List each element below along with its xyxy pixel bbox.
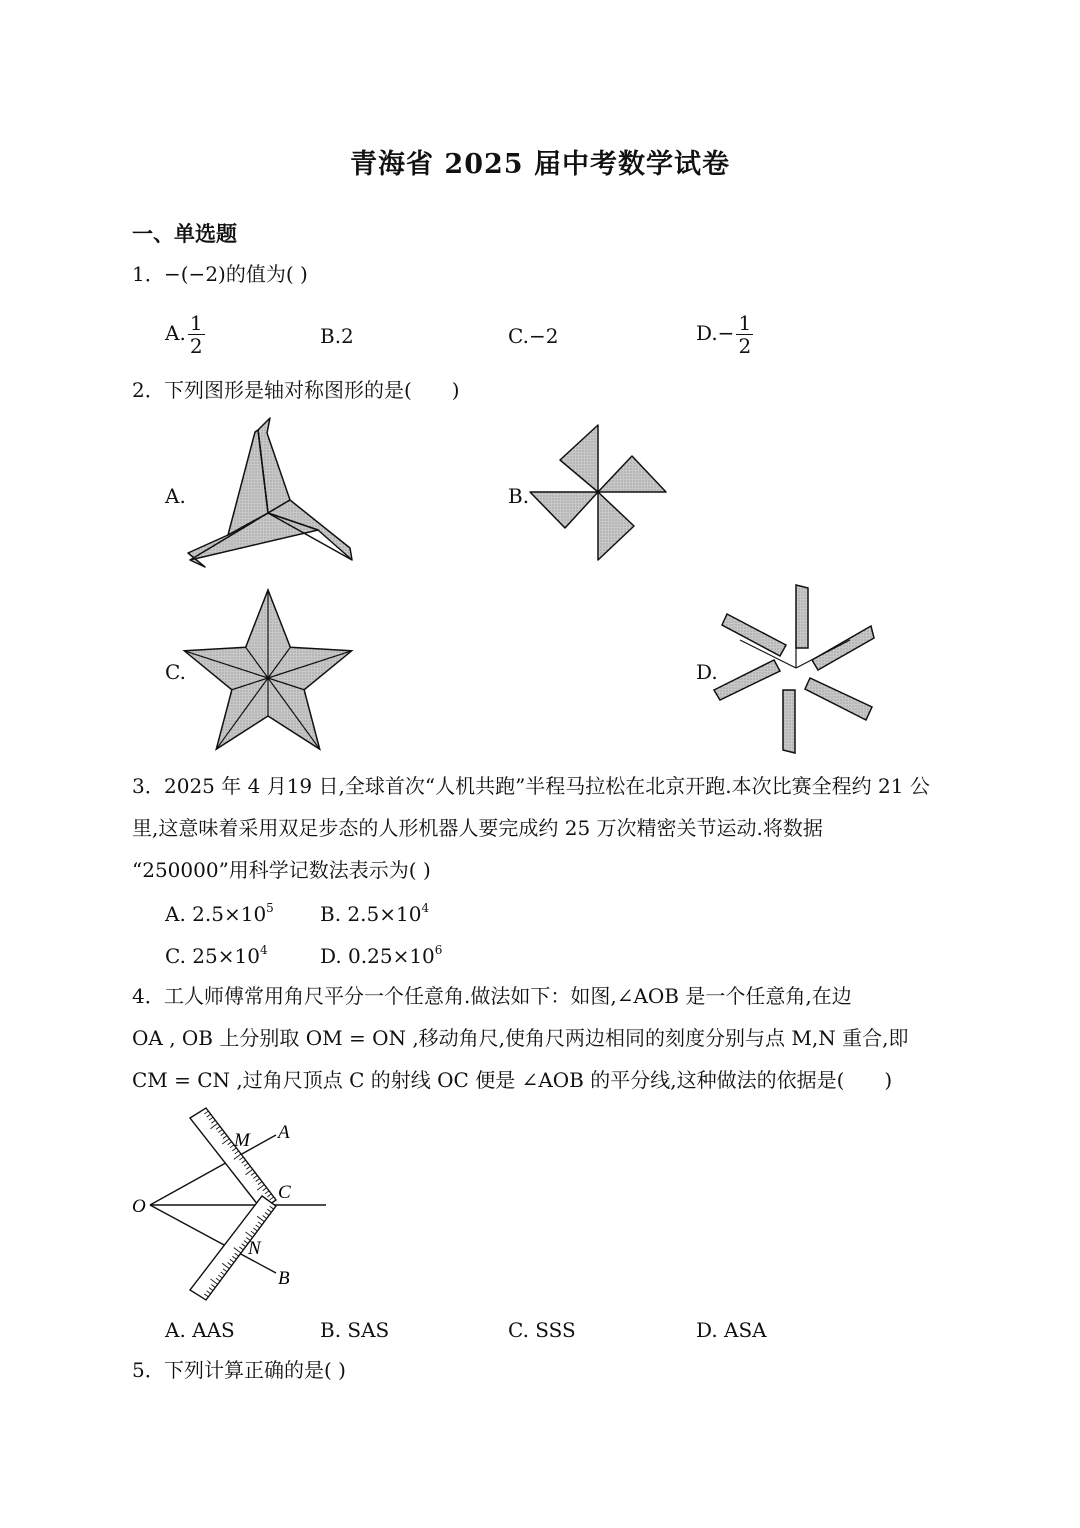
question-stem-line-3: CM = CN ,过角尺顶点 C 的射线 OC 便是 ∠AOB 的平分线,这种做法的依据是( ) xyxy=(132,1068,893,1092)
label-m: M xyxy=(234,1130,250,1151)
option-a[interactable]: A. xyxy=(165,484,186,508)
denominator: 2 xyxy=(738,334,752,358)
label-c: C xyxy=(278,1182,291,1203)
option-b[interactable]: B. xyxy=(508,484,530,508)
option-base: B. 2.5×10 xyxy=(320,902,422,926)
question-expression: −(−2) xyxy=(164,262,226,286)
label-a: A xyxy=(278,1122,290,1143)
option-b[interactable]: B. SAS xyxy=(320,1318,390,1342)
question-stem-line-1: 工人师傅常用角尺平分一个任意角.做法如下：如图,∠AOB 是一个任意角,在边 xyxy=(164,984,852,1008)
option-exponent: 4 xyxy=(259,943,268,957)
option-label: D.− xyxy=(696,321,735,345)
option-base: A. 2.5×10 xyxy=(165,902,267,926)
option-c[interactable]: C. SSS xyxy=(508,1318,576,1342)
option-c[interactable]: C.−2 xyxy=(508,324,559,348)
label-n: N xyxy=(248,1238,261,1259)
option-base: C. 25×10 xyxy=(165,944,260,968)
question-stem: 下列图形是轴对称图形的是( ) xyxy=(164,378,460,402)
question-stem-line-3: “250000”用科学记数法表示为( ) xyxy=(132,858,431,882)
page-title: 青海省 2025 届中考数学试卷 xyxy=(350,149,730,180)
question-number: 3． xyxy=(132,774,165,798)
option-label: A. xyxy=(165,321,186,345)
option-base: D. 0.25×10 xyxy=(320,944,435,968)
question-number: 5． xyxy=(132,1358,165,1382)
section-heading: 一、单选题 xyxy=(132,222,237,246)
label-o: O xyxy=(132,1196,146,1217)
square-lower-arm xyxy=(190,1196,276,1300)
question-stem-line-2: OA , OB 上分别取 OM = ON ,移动角尺,使角尺两边相同的刻度分别与点 M,N 重合,即 xyxy=(132,1026,909,1050)
question-stem-line-1: 2025 年 4 月19 日,全球首次“人机共跑”半程马拉松在北京开跑.本次比赛全程约 21 公 xyxy=(164,774,930,798)
option-c[interactable]: C. xyxy=(165,660,186,684)
option-exponent: 5 xyxy=(266,901,274,915)
question-number: 1． xyxy=(132,262,165,286)
denominator: 2 xyxy=(189,334,203,358)
option-exponent: 4 xyxy=(421,901,430,915)
question-number: 4． xyxy=(132,984,165,1008)
question-stem: 的值为( ) xyxy=(225,262,308,286)
question-number: 2． xyxy=(132,378,165,402)
option-d[interactable]: D. xyxy=(696,660,718,684)
square-upper-arm xyxy=(190,1108,276,1210)
option-a[interactable]: A. AAS xyxy=(165,1318,235,1342)
question-stem: 下列计算正确的是( ) xyxy=(164,1358,346,1382)
numerator: 1 xyxy=(189,311,203,335)
question-stem-line-2: 里,这意味着采用双足步态的人形机器人要完成约 25 万次精密关节运动.将数据 xyxy=(132,816,823,840)
option-exponent: 6 xyxy=(434,943,443,957)
option-b[interactable]: B.2 xyxy=(320,324,354,348)
label-b: B xyxy=(278,1268,290,1289)
numerator: 1 xyxy=(738,311,752,335)
question-5 xyxy=(132,1356,346,1384)
option-d[interactable]: D. ASA xyxy=(696,1318,767,1342)
